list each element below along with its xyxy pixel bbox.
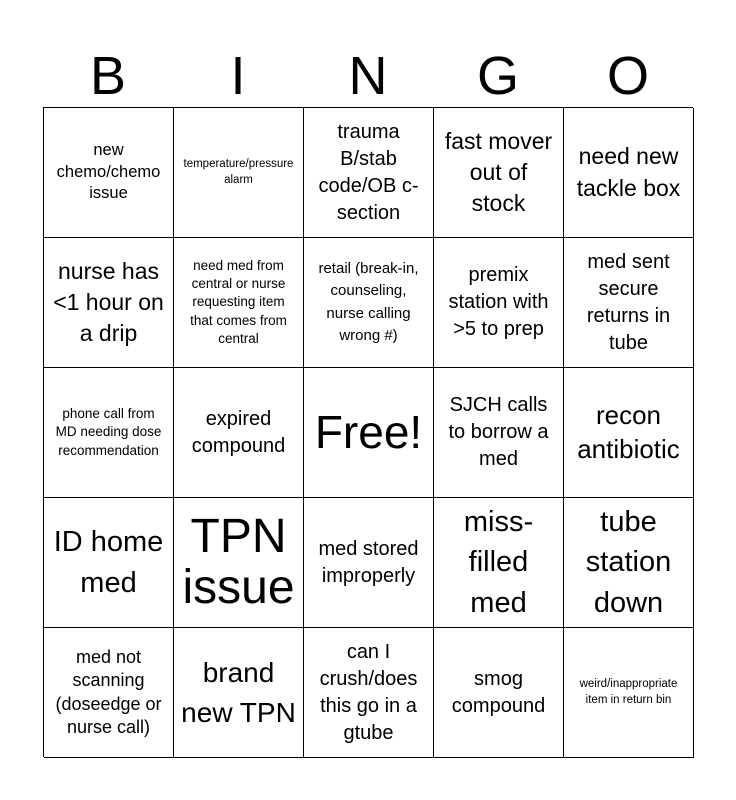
bingo-board [43, 107, 693, 757]
cell-text: need new tackle box [576, 143, 681, 201]
bingo-cell-r5c2[interactable] [174, 628, 304, 758]
bingo-cell-r1c3[interactable] [304, 108, 434, 238]
cell-text: need med from central or nurse requesting item that comes from central [190, 257, 287, 346]
cell-text: fast mover out of stock [444, 127, 553, 217]
bingo-cell-r5c1[interactable] [44, 628, 174, 758]
bingo-cell-r3c5[interactable] [564, 368, 694, 498]
bingo-cell-r1c5[interactable] [564, 108, 694, 238]
cell-text: Free! [314, 406, 423, 459]
header-letter-o: O [606, 46, 649, 106]
cell-text: SJCH calls to borrow a med [448, 394, 549, 470]
bingo-cell-r4c2[interactable] [174, 498, 304, 628]
cell-text: ID home med [53, 525, 164, 599]
cell-text: TPN issue [182, 510, 295, 614]
bingo-cell-r4c3[interactable] [304, 498, 434, 628]
header-letter-b: B [89, 46, 127, 106]
cell-text: nurse has <1 hour on a drip [53, 257, 164, 347]
bingo-cell-r4c5[interactable] [564, 498, 694, 628]
bingo-cell-r2c3[interactable] [304, 238, 434, 368]
cell-text: can I crush/does this go in a gtube [319, 640, 418, 744]
cell-text: miss-filled med [463, 505, 534, 619]
cell-text: med not scanning (doseedge or nurse call) [55, 646, 162, 737]
bingo-cell-r2c1[interactable] [44, 238, 174, 368]
bingo-cell-r5c3[interactable] [304, 628, 434, 758]
cell-text: premix station with >5 to prep [448, 264, 549, 340]
cell-text: trauma B/stab code/OB c-section [318, 120, 419, 224]
bingo-cell-r5c4[interactable] [434, 628, 564, 758]
bingo-cell-free[interactable] [304, 368, 434, 498]
bingo-cell-r2c4[interactable] [434, 238, 564, 368]
bingo-cell-r3c4[interactable] [434, 368, 564, 498]
bingo-cell-r4c4[interactable] [434, 498, 564, 628]
bingo-cell-r2c5[interactable] [564, 238, 694, 368]
cell-text: expired compound [191, 407, 286, 457]
cell-text: recon antibiotic [577, 399, 680, 464]
bingo-header [43, 44, 693, 108]
cell-text: new chemo/chemo issue [56, 141, 161, 203]
bingo-cell-r1c4[interactable] [434, 108, 564, 238]
cell-text: retail (break-in, counseling, nurse calling wrong #) [318, 259, 419, 344]
cell-text: brand new TPN [181, 657, 296, 728]
bingo-cell-r1c1[interactable] [44, 108, 174, 238]
header-letter-g: G [476, 46, 519, 106]
cell-text: weird/inappropriate item in return bin [579, 677, 678, 706]
cell-text: temperature/pressure alarm [183, 157, 294, 186]
bingo-cell-r3c1[interactable] [44, 368, 174, 498]
bingo-cell-r4c1[interactable] [44, 498, 174, 628]
bingo-cell-r5c5[interactable] [564, 628, 694, 758]
cell-text: med sent secure returns in tube [586, 250, 671, 354]
cell-text: med stored improperly [318, 537, 419, 587]
bingo-cell-r3c2[interactable] [174, 368, 304, 498]
bingo-cell-r1c2[interactable] [174, 108, 304, 238]
cell-text: smog compound [451, 667, 546, 717]
bingo-cell-r2c2[interactable] [174, 238, 304, 368]
header-letter-n: N [348, 46, 388, 106]
header-letter-i: I [230, 46, 246, 106]
cell-text: phone call from MD needing dose recommendation [55, 406, 162, 458]
cell-text: tube station down [585, 505, 672, 619]
